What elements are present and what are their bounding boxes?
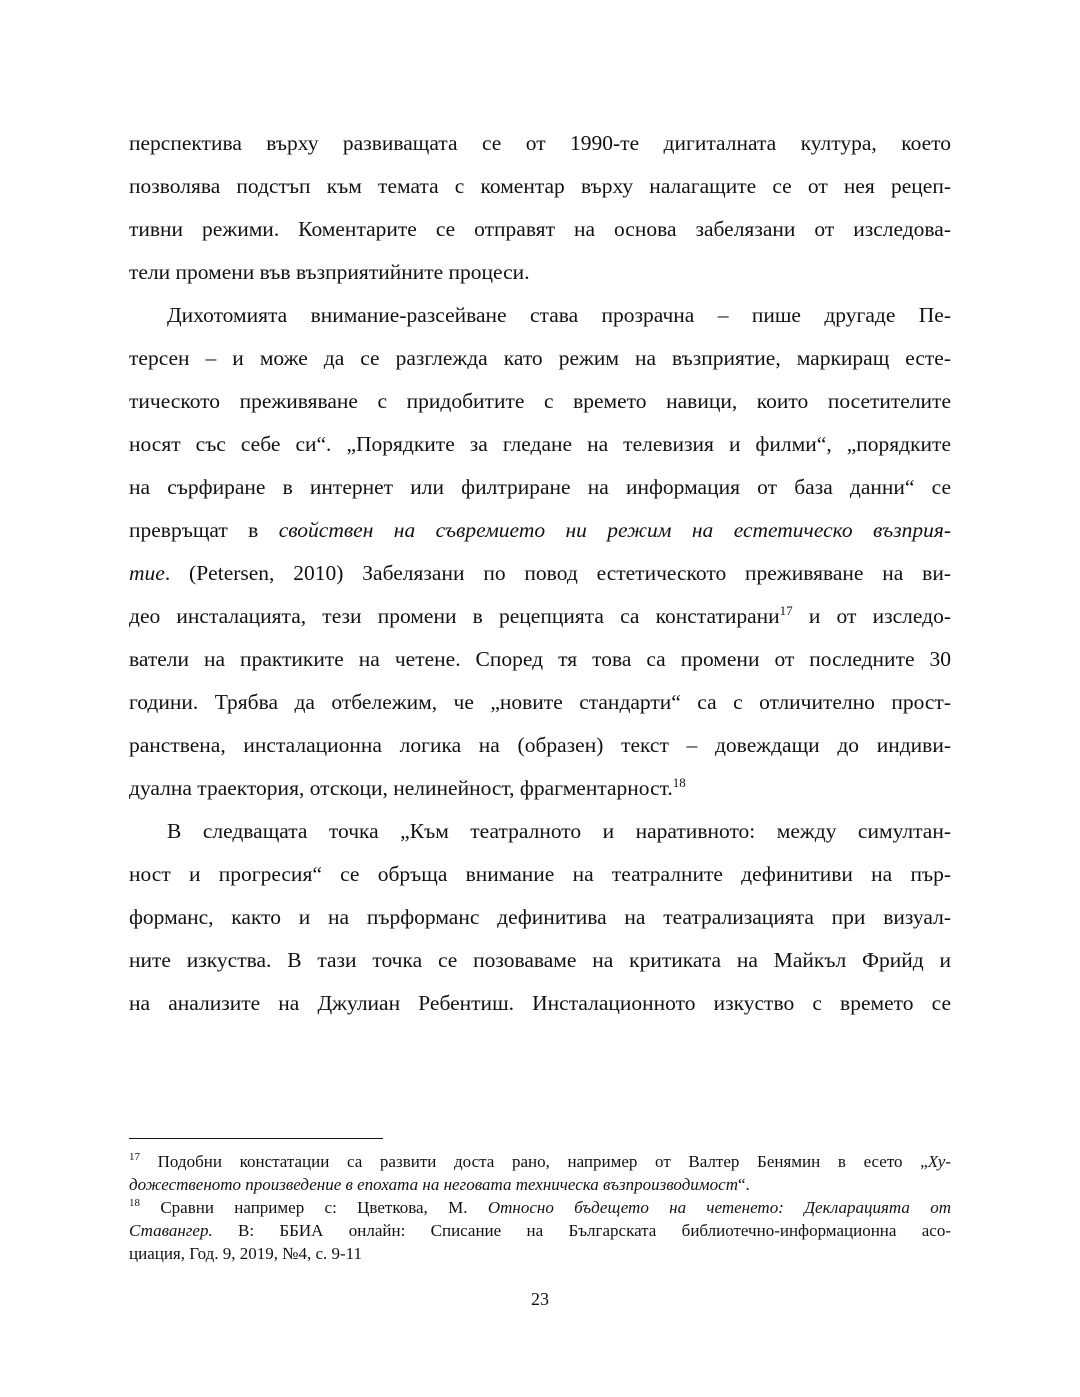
paragraph-1-line-2: позволява подстъп към темата с коментар върху налагащите се от нея рецеп-	[129, 174, 951, 198]
footnote-17-number: 17	[129, 1151, 140, 1163]
footnote-18-text-2: В: ББИА онлайн: Списание на Българската библиотечно-информационна асо-	[212, 1221, 951, 1240]
footnote-18-text: Сравни например с: Цветкова, М.	[140, 1198, 488, 1217]
paragraph-3-line-3: форманс, както и на пърформанс дефинитива на театрализацията при визуал-	[129, 905, 951, 929]
paragraph-2-line-7-text: . (Petersen, 2010) Забелязани по повод естетическото преживяване на ви-	[164, 561, 951, 585]
footnote-18-line-1	[129, 1197, 951, 1219]
paragraph-3-line-1: В следващата точка „Към театралното и наративното: между симултан-	[167, 819, 951, 843]
footnote-18-number: 18	[129, 1197, 140, 1209]
paragraph-2-line-1: Дихотомията внимание-разсейване става прозрачна – пише другаде Пе-	[167, 303, 951, 327]
footnote-17-line-2	[129, 1174, 951, 1196]
paragraph-2-line-12	[129, 774, 951, 802]
footnote-17-text: Подобни констатации са развити доста рано, например от Валтер Бенямин в есето „	[140, 1152, 928, 1171]
paragraph-2-line-8	[129, 602, 951, 630]
paragraph-2-line-10: години. Трябва да отбележим, че „новите стандарти“ са с отличително прост-	[129, 690, 951, 714]
footnote-18-italic: Относно бъдещето на четенето: Декларацията от	[487, 1198, 951, 1217]
paragraph-2-line-6-text: превръщат в	[129, 518, 279, 542]
paragraph-3-line-5: на анализите на Джулиан Ребентиш. Инсталационното изкуство с времето се	[129, 991, 951, 1015]
paragraph-2-line-4: носят със себе си“. „Порядките за гледане на телевизия и филми“, „порядките	[129, 432, 951, 456]
footnote-ref-18[interactable]: 18	[672, 775, 686, 790]
paragraph-2-line-7-italic: тие	[129, 561, 165, 585]
paragraph-2-line-5: на сърфиране в интернет или филтриране на информация от база данни“ се	[129, 475, 951, 499]
paragraph-2-line-11: ранствена, инсталационна логика на (образен) текст – довеждащи до индиви-	[129, 733, 951, 757]
footnote-18-line-3: циация, Год. 9, 2019, №4, с. 9-11	[129, 1244, 363, 1263]
footnote-separator	[129, 1138, 383, 1139]
footnote-17-italic-title: дожественото произведение в епохата на неговата техническа възпроизводимост	[129, 1175, 738, 1194]
footnote-17-text-end: “.	[737, 1175, 750, 1194]
paragraph-2-line-9: ватели на практиките на четене. Според тя това са промени от последните 30	[129, 647, 951, 671]
paragraph-2-line-3: тическото преживяване с придобитите с времето навици, които посетителите	[129, 389, 951, 413]
paragraph-2-line-6-italic: свойствен на съвремието ни режим на естетическо възприя-	[278, 518, 951, 542]
paragraph-2-line-7	[129, 559, 951, 587]
paragraph-1-line-4: тели промени във възприятийните процеси.	[129, 260, 530, 284]
footnote-17-line-1	[129, 1151, 951, 1173]
paragraph-3-line-4: ните изкуства. В тази точка се позоваваме на критиката на Майкъл Фрийд и	[129, 948, 951, 972]
footnote-18-line-2	[129, 1220, 951, 1242]
paragraph-2-line-2: терсен – и може да се разглежда като режим на възприятие, маркиращ есте-	[129, 346, 951, 370]
paragraph-1-line-3: тивни режими. Коментарите се отправят на основа забелязани от изследова-	[129, 217, 951, 241]
paragraph-1-line-1: перспектива върху развиващата се от 1990-те дигиталната култура, което	[129, 131, 951, 155]
paragraph-2-line-8-text: део инсталацията, тези промени в рецепцията са констатирани	[129, 604, 780, 628]
paragraph-2-line-6	[129, 516, 951, 544]
paragraph-2-line-12-text: дуална траектория, отскоци, нелинейност, фрагментарност.	[129, 776, 673, 800]
paragraph-3-line-2: ност и прогресия“ се обръща внимание на театралните дефинитиви на пър-	[129, 862, 951, 886]
footnote-ref-17[interactable]: 17	[779, 603, 793, 618]
footnote-17-italic: Ху-	[927, 1152, 951, 1171]
page-number: 23	[531, 1289, 549, 1309]
footnote-18-italic-end: Ставангер.	[129, 1221, 213, 1240]
paragraph-2-line-8-text-end: и от изследо-	[792, 604, 951, 628]
